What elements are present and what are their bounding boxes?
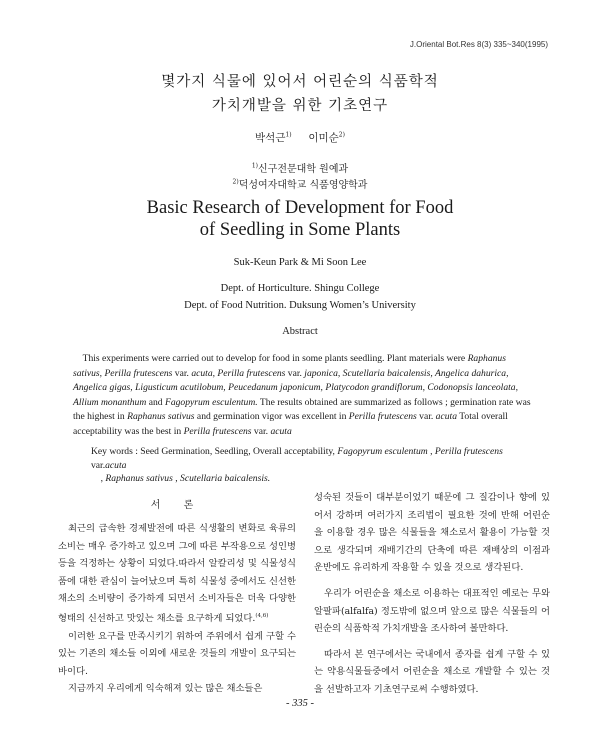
abstract-species-2: acuta, Perilla frutescens bbox=[191, 367, 286, 379]
english-title-line-1: Basic Research of Development for Food bbox=[146, 198, 454, 218]
author-superscript-1: 1) bbox=[285, 131, 292, 139]
intro-paragraph-6: 따라서 본 연구에서는 국내에서 종자를 쉽게 구할 수 있는 약용식물들중에서 어린순을 채소로 개발할 수 있는 것을 선발하고자 기초연구로써 수행하였다. bbox=[314, 648, 550, 695]
affiliation-superscript-2: 2) bbox=[232, 178, 239, 186]
author-name-2: 이미순 bbox=[308, 132, 339, 144]
keywords-prefix: Key words : Seed Germination, Seedling, Overall acceptability, bbox=[91, 446, 338, 457]
keywords bbox=[91, 445, 531, 486]
abstract-species-9: acuta bbox=[270, 425, 292, 437]
intro-paragraph-4: 성숙된 것들이 대부분이었기 때문에 그 질감이나 향에 있어서 강하며 여러가지 조리법이 필요한 것에 반해 어린순을 이용할 경우 많은 식물들을 채소로서 활용이 가능할 것으로 생각되며 재배기간의 단축에 따른 재배상의 이점과 운반에도 유리하게 작용할 수 있을 것으로 생각된다. bbox=[314, 492, 550, 574]
intro-paragraph-1 bbox=[58, 520, 296, 628]
korean-authors bbox=[0, 130, 600, 145]
author-name-1: 박석근 bbox=[255, 132, 286, 144]
affiliation-text-2: 덕성여자대학교 식품영양학과 bbox=[238, 180, 368, 191]
keyword-species-4: Raphanus sativus bbox=[105, 473, 173, 484]
keyword-sep-2: , bbox=[427, 446, 435, 457]
left-column bbox=[58, 520, 296, 698]
intro-paragraph-3: 지금까지 우리에게 익숙해져 있는 많은 채소들은 bbox=[68, 683, 263, 695]
korean-title-line-2: 가치개발을 위한 기초연구 bbox=[211, 98, 389, 114]
abstract-text-7: var. bbox=[416, 411, 436, 422]
abstract-species-6: Perilla frutescens bbox=[348, 411, 417, 422]
abstract-species-8: Perilla frutescens bbox=[183, 425, 252, 437]
right-column bbox=[314, 489, 550, 699]
abstract-text-6: and germination vigor was excellent in bbox=[194, 411, 349, 422]
abstract-text-4: and bbox=[146, 396, 165, 408]
citation-ref: (4,6) bbox=[255, 612, 269, 619]
abstract-species-1: Raphanus sativus, Perilla frutescens bbox=[73, 353, 506, 379]
keyword-species-5: Scutellaria baicalensis. bbox=[180, 473, 271, 484]
intro-paragraph-5: 우리가 어린순을 채소로 이용하는 대표적인 예로는 무와 알팔파(alfalfa) 정도밖에 없으며 앞으로 많은 식물들의 어린순의 식품학적 가치개발을 조사하여 볼만하다. bbox=[314, 587, 550, 635]
english-department-2: Dept. of Food Nutrition. Duksung Women’s University bbox=[184, 300, 416, 311]
page-number: - 335 - bbox=[286, 698, 314, 709]
intro-paragraph-2: 이러한 요구를 만족시키기 위하여 주위에서 쉽게 구할 수있는 기존의 채소들 이외에 새로운 것들의 개발이 요구되는 바이다. bbox=[58, 630, 296, 677]
abstract-species-4: Fagopyrum esculentum. bbox=[164, 396, 258, 408]
intro-paragraph-1-text: 최근의 급속한 경제발전에 따른 식생활의 변화로 육류의 소비는 매우 증가하고 있으며 그에 따른 부작용으로 성인병등을 걱정하는 상황이 되었다.따라서 알칼리성 및 식물성식품에 대한 관심이 늘어났으며 특히 식물성 중에서도 신선한 채소의 소비량이 증가하게 되면서 소비자들은 더욱 다양한 형태의 신선하고 맛있는 채소를 요구하게 되었다. bbox=[58, 523, 296, 625]
affiliation-text-1: 신구전문대학 원예과 bbox=[258, 164, 349, 175]
abstract-body bbox=[73, 352, 531, 439]
abstract-species-3: japonica, Scutellaria baicalensis, Angelica dahurica, Angelica gigas, Ligusticum acutilobum, Peucedanum japonicum, Platycodon grandiflorum, Codonopsis lanceolata, Allium monanthum bbox=[73, 367, 518, 408]
journal-reference: J.Oriental Bot.Res 8(3) 335~340(1995) bbox=[409, 40, 548, 49]
korean-affiliation-2 bbox=[0, 176, 600, 191]
keyword-species-3: acuta bbox=[105, 459, 127, 471]
affiliation-superscript-1: 1) bbox=[251, 162, 259, 170]
abstract-text-2: var. bbox=[172, 367, 192, 379]
abstract-heading: Abstract bbox=[282, 326, 318, 337]
author-superscript-2: 2) bbox=[338, 131, 345, 139]
abstract-text-5: The results obtained are summarized as follows ; germination rate was the highest in bbox=[73, 396, 531, 422]
english-authors: Suk-Keun Park & Mi Soon Lee bbox=[233, 257, 367, 268]
keyword-sep-4: , bbox=[98, 473, 106, 484]
abstract-species-5: Raphanus sativus bbox=[127, 411, 195, 422]
english-department-1: Dept. of Horticulture. Shingu College bbox=[220, 283, 380, 294]
korean-title-line-1: 몇가지 식물에 있어서 어린순의 식품학적 bbox=[161, 74, 439, 90]
keyword-sep-5: , bbox=[172, 473, 181, 484]
keyword-species-1: Fagopyrum esculentum bbox=[337, 446, 428, 457]
abstract-text-3: var. bbox=[285, 367, 305, 379]
english-title-line-2: of Seedling in Some Plants bbox=[199, 220, 401, 240]
keyword-sep-3: var. bbox=[91, 459, 106, 471]
keyword-species-2: Perilla frutescens bbox=[434, 446, 503, 457]
section-heading-introduction: 서 론 bbox=[150, 500, 204, 511]
abstract-text-1: This experiments were carried out to develop for food in some plants seedling. Plant materials were bbox=[82, 353, 468, 364]
abstract-text-9: var. bbox=[251, 425, 271, 437]
korean-affiliation-1 bbox=[0, 160, 600, 175]
abstract-text-8: Total overall acceptability was the best in bbox=[73, 411, 508, 437]
abstract-species-7: acuta bbox=[435, 411, 457, 422]
